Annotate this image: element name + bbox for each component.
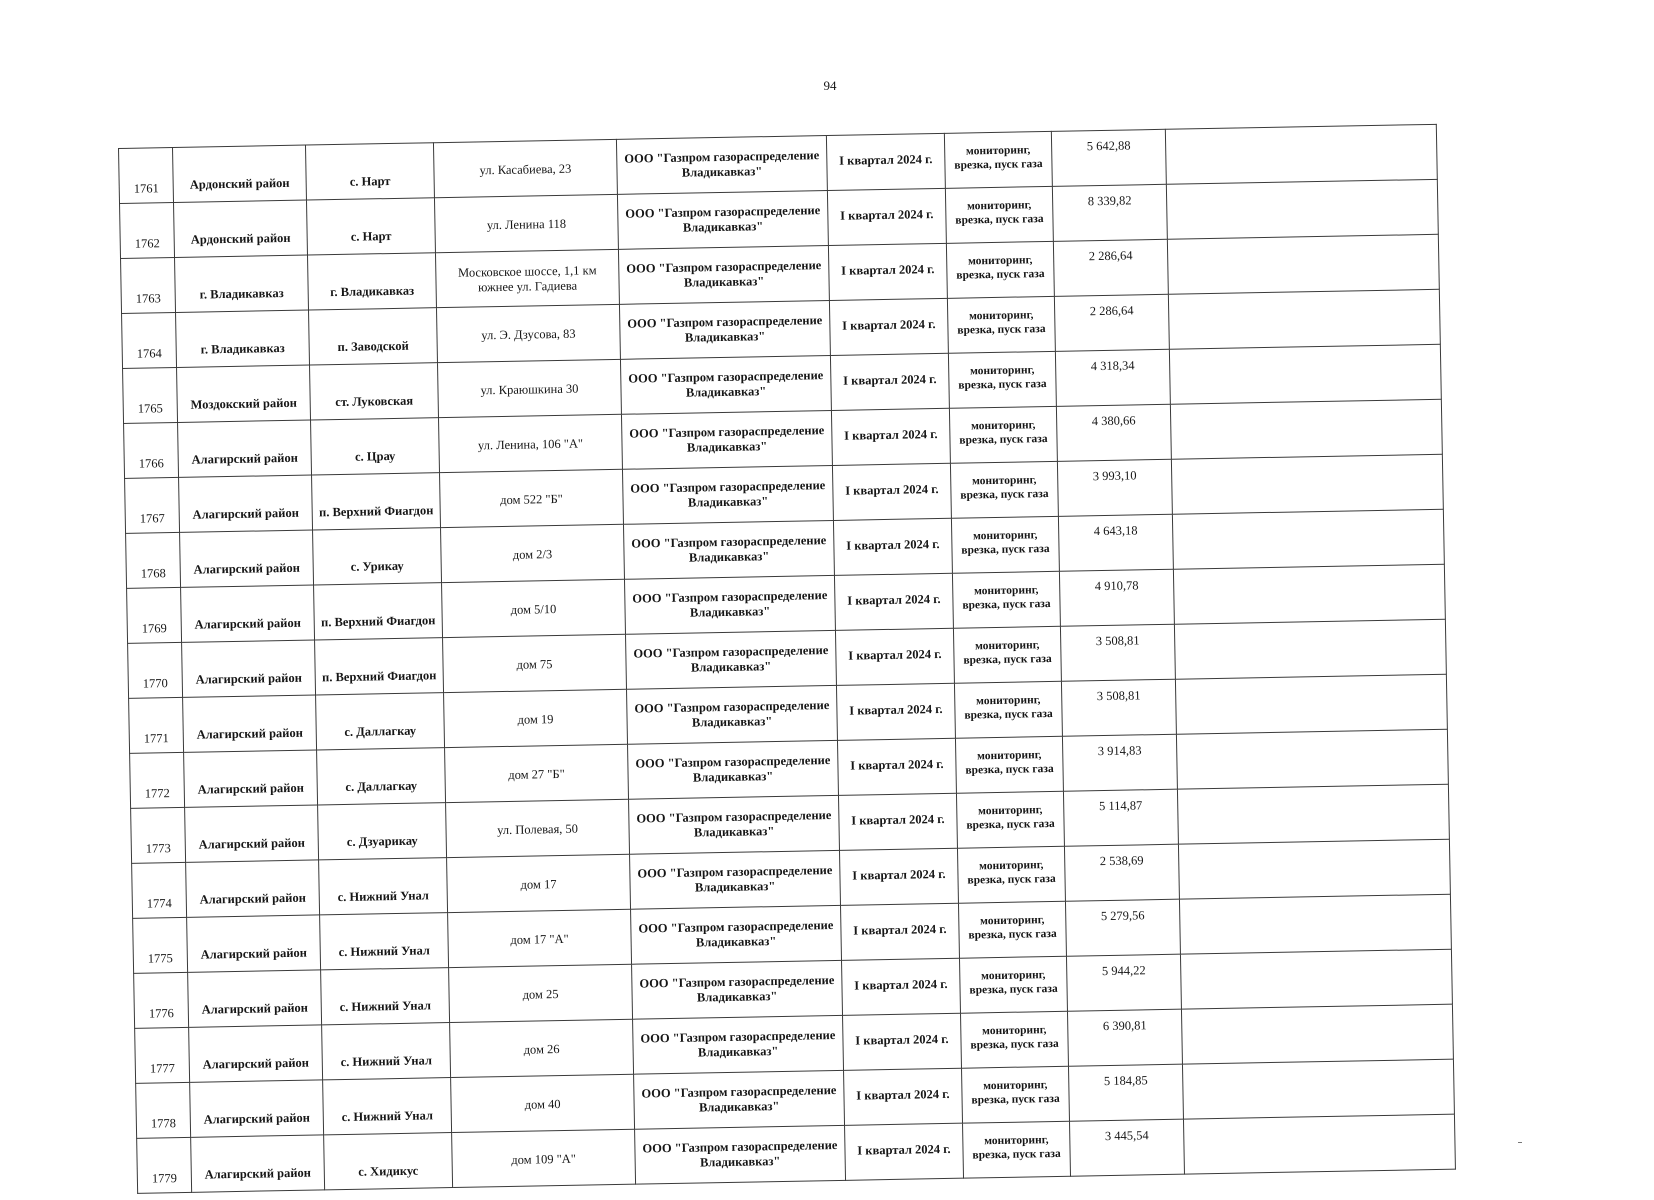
registry-table <box>118 124 1456 1194</box>
quarter-cell: I квартал 2024 г. <box>845 1123 964 1180</box>
locality-cell: п. Заводской <box>309 308 438 365</box>
organization-cell: ООО "Газпром газораспределение Владикавказ" <box>618 245 829 304</box>
address-cell: дом 522 "Б" <box>440 469 624 527</box>
work-type-cell: мониторинг, врезка, пуск газа <box>944 131 1052 188</box>
note-cell <box>1172 509 1444 569</box>
locality-cell: с. Нижний Унал <box>323 1078 452 1135</box>
organization-cell: ООО "Газпром газораспределение Владикавказ" <box>616 136 827 195</box>
address-cell: дом 17 <box>447 854 631 912</box>
note-cell <box>1171 454 1443 514</box>
note-cell <box>1175 674 1447 734</box>
quarter-cell: I квартал 2024 г. <box>842 958 961 1015</box>
work-type-cell: мониторинг, врезка, пуск газа <box>950 461 1058 518</box>
locality-cell: с. Нарт <box>306 198 435 255</box>
note-cell <box>1167 234 1439 294</box>
row-number-cell: 1764 <box>122 312 177 368</box>
row-number-cell: 1761 <box>119 148 174 204</box>
district-cell: Алагирский район <box>180 530 314 587</box>
district-cell: Алагирский район <box>188 970 322 1027</box>
row-number-cell: 1776 <box>134 972 189 1028</box>
organization-cell: ООО "Газпром газораспределение Владикавказ" <box>627 685 838 744</box>
cost-cell: 3 508,81 <box>1060 624 1175 681</box>
locality-cell: с. Даллагкау <box>316 693 445 750</box>
address-cell: дом 40 <box>451 1074 635 1132</box>
organization-cell: ООО "Газпром газораспределение Владикавказ" <box>621 410 832 469</box>
quarter-cell: I квартал 2024 г. <box>837 738 956 795</box>
registry-body <box>119 124 1456 1193</box>
cost-cell: 2 286,64 <box>1054 294 1169 351</box>
organization-cell: ООО "Газпром газораспределение Владикавказ" <box>619 300 830 359</box>
locality-cell: с. Нижний Унал <box>320 913 449 970</box>
district-cell: Алагирский район <box>178 420 312 477</box>
quarter-cell: I квартал 2024 г. <box>834 573 953 630</box>
row-number-cell: 1762 <box>120 202 175 258</box>
cost-cell: 4 380,66 <box>1056 404 1171 461</box>
work-type-cell: мониторинг, врезка, пуск газа <box>954 681 1062 738</box>
quarter-cell: I квартал 2024 г. <box>844 1068 963 1125</box>
work-type-cell: мониторинг, врезка, пуск газа <box>960 1011 1068 1068</box>
work-type-cell: мониторинг, врезка, пуск газа <box>946 241 1054 298</box>
address-cell: Московское шоссе, 1,1 км южнее ул. Гадиева <box>435 249 619 307</box>
cost-cell: 6 390,81 <box>1067 1009 1182 1066</box>
district-cell: Ардонский район <box>174 200 308 257</box>
organization-cell: ООО "Газпром газораспределение Владикавказ" <box>630 850 841 909</box>
address-cell: ул. Э. Дзусова, 83 <box>436 304 620 362</box>
note-cell <box>1182 1059 1454 1119</box>
row-number-cell: 1775 <box>133 917 188 973</box>
note-cell <box>1174 619 1446 679</box>
locality-cell: с. Дзуарикау <box>318 803 447 860</box>
address-cell: ул. Ленина 118 <box>434 194 618 252</box>
work-type-cell: мониторинг, врезка, пуск газа <box>953 626 1061 683</box>
work-type-cell: мониторинг, врезка, пуск газа <box>963 1121 1071 1178</box>
locality-cell: с. Нижний Унал <box>322 1023 451 1080</box>
work-type-cell: мониторинг, врезка, пуск газа <box>952 571 1060 628</box>
quarter-cell: I квартал 2024 г. <box>836 683 955 740</box>
quarter-cell: I квартал 2024 г. <box>832 463 951 520</box>
cost-cell: 3 445,54 <box>1069 1119 1184 1176</box>
locality-cell: п. Верхний Фиагдон <box>314 583 443 640</box>
row-number-cell: 1777 <box>135 1027 190 1083</box>
cost-cell: 5 184,85 <box>1068 1064 1183 1121</box>
district-cell: Алагирский район <box>183 695 317 752</box>
work-type-cell: мониторинг, врезка, пуск газа <box>959 956 1067 1013</box>
locality-cell: п. Верхний Фиагдон <box>315 638 444 695</box>
organization-cell: ООО "Газпром газораспределение Владикавказ" <box>625 630 836 689</box>
cost-cell: 5 279,56 <box>1065 899 1180 956</box>
cost-cell: 4 643,18 <box>1058 514 1173 571</box>
organization-cell: ООО "Газпром газораспределение Владикавказ" <box>634 1070 845 1129</box>
district-cell: Алагирский район <box>185 805 319 862</box>
cost-cell: 3 914,83 <box>1062 734 1177 791</box>
cost-cell: 4 910,78 <box>1059 569 1174 626</box>
organization-cell: ООО "Газпром газораспределение Владикавказ" <box>623 520 834 579</box>
locality-cell: с. Урикау <box>313 528 442 585</box>
district-cell: Алагирский район <box>191 1135 325 1192</box>
district-cell: Алагирский район <box>181 585 315 642</box>
work-type-cell: мониторинг, врезка, пуск газа <box>947 296 1055 353</box>
organization-cell: ООО "Газпром газораспределение Владикавказ" <box>632 960 843 1019</box>
work-type-cell: мониторинг, врезка, пуск газа <box>956 791 1064 848</box>
row-number-cell: 1773 <box>131 807 186 863</box>
row-number-cell: 1770 <box>128 642 183 698</box>
note-cell <box>1178 839 1450 899</box>
work-type-cell: мониторинг, врезка, пуск газа <box>949 406 1057 463</box>
note-cell <box>1179 894 1451 954</box>
row-number-cell: 1774 <box>132 862 187 918</box>
note-cell <box>1176 729 1448 789</box>
address-cell: дом 25 <box>449 964 633 1022</box>
quarter-cell: I квартал 2024 г. <box>833 518 952 575</box>
note-cell <box>1168 289 1440 349</box>
organization-cell: ООО "Газпром газораспределение Владикавказ" <box>620 355 831 414</box>
cost-cell: 5 114,87 <box>1063 789 1178 846</box>
organization-cell: ООО "Газпром газораспределение Владикавказ" <box>631 905 842 964</box>
note-cell <box>1177 784 1449 844</box>
address-cell: дом 26 <box>450 1019 634 1077</box>
registry-sheet <box>118 124 1456 1194</box>
address-cell: дом 27 "Б" <box>445 744 629 802</box>
row-number-cell: 1771 <box>129 697 184 753</box>
work-type-cell: мониторинг, врезка, пуск газа <box>951 516 1059 573</box>
quarter-cell: I квартал 2024 г. <box>841 903 960 960</box>
locality-cell: с. Нижний Унал <box>321 968 450 1025</box>
organization-cell: ООО "Газпром газораспределение Владикавказ" <box>617 191 828 250</box>
district-cell: Алагирский район <box>187 915 321 972</box>
note-cell <box>1180 949 1452 1009</box>
address-cell: дом 5/10 <box>442 579 626 637</box>
quarter-cell: I квартал 2024 г. <box>843 1013 962 1070</box>
note-cell <box>1166 179 1438 239</box>
scan-edge-mark <box>1518 1142 1522 1143</box>
locality-cell: с. Нарт <box>305 143 434 200</box>
address-cell: дом 2/3 <box>441 524 625 582</box>
row-number-cell: 1766 <box>124 422 179 478</box>
district-cell: г. Владикавказ <box>176 310 310 367</box>
district-cell: Алагирский район <box>179 475 313 532</box>
quarter-cell: I квартал 2024 г. <box>826 133 945 190</box>
quarter-cell: I квартал 2024 г. <box>830 353 949 410</box>
cost-cell: 2 286,64 <box>1053 239 1168 296</box>
locality-cell: ст. Луковская <box>310 363 439 420</box>
cost-cell: 5 642,88 <box>1051 129 1166 186</box>
cost-cell: 3 993,10 <box>1057 459 1172 516</box>
district-cell: г. Владикавказ <box>175 255 309 312</box>
quarter-cell: I квартал 2024 г. <box>829 298 948 355</box>
note-cell <box>1173 564 1445 624</box>
note-cell <box>1165 124 1437 184</box>
organization-cell: ООО "Газпром газораспределение Владикавказ" <box>624 575 835 634</box>
row-number-cell: 1772 <box>130 752 185 808</box>
locality-cell: с. Црау <box>311 418 440 475</box>
row-number-cell: 1778 <box>136 1082 191 1138</box>
locality-cell: с. Даллагкау <box>317 748 446 805</box>
quarter-cell: I квартал 2024 г. <box>827 188 946 245</box>
row-number-cell: 1763 <box>121 257 176 313</box>
organization-cell: ООО "Газпром газораспределение Владикавказ" <box>633 1015 844 1074</box>
locality-cell: г. Владикавказ <box>307 253 436 310</box>
work-type-cell: мониторинг, врезка, пуск газа <box>958 901 1066 958</box>
district-cell: Ардонский район <box>173 145 307 202</box>
organization-cell: ООО "Газпром газораспределение Владикавказ" <box>628 740 839 799</box>
work-type-cell: мониторинг, врезка, пуск газа <box>948 351 1056 408</box>
district-cell: Алагирский район <box>189 1025 323 1082</box>
work-type-cell: мониторинг, врезка, пуск газа <box>957 846 1065 903</box>
locality-cell: п. Верхний Фиагдон <box>312 473 441 530</box>
row-number-cell: 1768 <box>126 532 181 588</box>
cost-cell: 2 538,69 <box>1064 844 1179 901</box>
cost-cell: 5 944,22 <box>1066 954 1181 1011</box>
note-cell <box>1183 1114 1455 1174</box>
address-cell: дом 109 "А" <box>452 1129 636 1187</box>
work-type-cell: мониторинг, врезка, пуск газа <box>962 1066 1070 1123</box>
row-number-cell: 1779 <box>137 1137 192 1193</box>
quarter-cell: I квартал 2024 г. <box>838 793 957 850</box>
organization-cell: ООО "Газпром газораспределение Владикавказ" <box>622 465 833 524</box>
row-number-cell: 1769 <box>127 587 182 643</box>
address-cell: дом 19 <box>444 689 628 747</box>
organization-cell: ООО "Газпром газораспределение Владикавказ" <box>635 1125 846 1184</box>
district-cell: Моздокский район <box>177 365 311 422</box>
address-cell: ул. Касабиева, 23 <box>433 139 617 197</box>
district-cell: Алагирский район <box>186 860 320 917</box>
address-cell: ул. Краюшкина 30 <box>437 359 621 417</box>
work-type-cell: мониторинг, врезка, пуск газа <box>945 186 1053 243</box>
address-cell: ул. Полевая, 50 <box>446 799 630 857</box>
district-cell: Алагирский район <box>182 640 316 697</box>
address-cell: дом 17 "А" <box>448 909 632 967</box>
quarter-cell: I квартал 2024 г. <box>835 628 954 685</box>
locality-cell: с. Хидикус <box>324 1133 453 1190</box>
row-number-cell: 1767 <box>125 477 180 533</box>
row-number-cell: 1765 <box>123 367 178 423</box>
quarter-cell: I квартал 2024 г. <box>831 408 950 465</box>
district-cell: Алагирский район <box>190 1080 324 1137</box>
district-cell: Алагирский район <box>184 750 318 807</box>
cost-cell: 8 339,82 <box>1052 184 1167 241</box>
address-cell: дом 75 <box>443 634 627 692</box>
note-cell <box>1170 399 1442 459</box>
page-number: 94 <box>823 78 837 93</box>
address-cell: ул. Ленина, 106 "А" <box>438 414 622 472</box>
cost-cell: 4 318,34 <box>1055 349 1170 406</box>
cost-cell: 3 508,81 <box>1061 679 1176 736</box>
note-cell <box>1181 1004 1453 1064</box>
quarter-cell: I квартал 2024 г. <box>828 243 947 300</box>
organization-cell: ООО "Газпром газораспределение Владикавказ" <box>629 795 840 854</box>
locality-cell: с. Нижний Унал <box>319 858 448 915</box>
note-cell <box>1169 344 1441 404</box>
quarter-cell: I квартал 2024 г. <box>839 848 958 905</box>
work-type-cell: мониторинг, врезка, пуск газа <box>955 736 1063 793</box>
